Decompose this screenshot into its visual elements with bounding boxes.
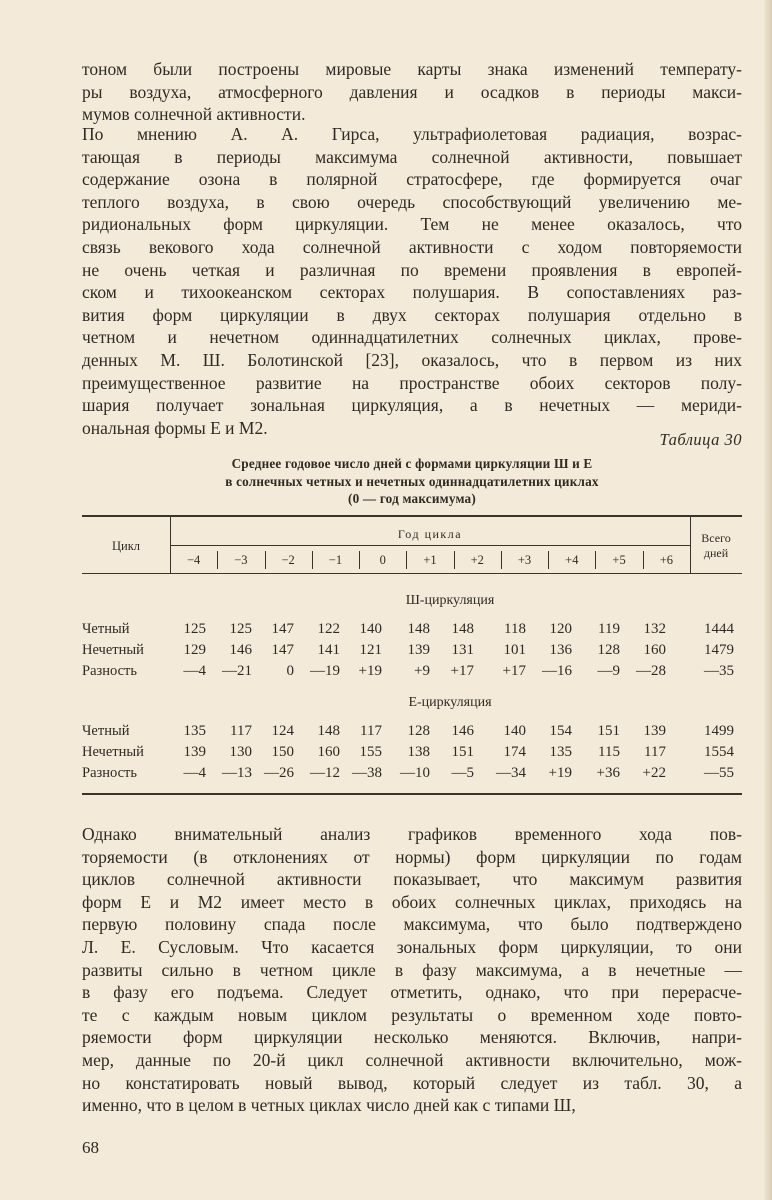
table-cell: 124 bbox=[271, 723, 294, 739]
table-cell: 125 bbox=[183, 621, 206, 637]
text-line: ридиональных форм циркуляции. Тем не менее оказалось, что bbox=[82, 214, 742, 235]
table-cell: 147 bbox=[271, 642, 294, 658]
text-line: тоном были построены мировые карты знака изменений температу- bbox=[82, 59, 742, 79]
table-cell: 147 bbox=[271, 621, 294, 637]
text-line: ском и тихоокеанском секторах полушария. В сопоставлениях раз- bbox=[82, 282, 742, 303]
table-cell: —26 bbox=[264, 765, 294, 781]
table-cell: —12 bbox=[310, 765, 340, 781]
year-subrule bbox=[170, 545, 690, 546]
year-divider bbox=[312, 551, 313, 569]
text-line: те с каждым новым циклом результаты о временном ходе повто- bbox=[82, 1004, 742, 1025]
table-cell: —10 bbox=[400, 765, 430, 781]
year-header: +1 bbox=[423, 553, 437, 567]
table-cell: 115 bbox=[598, 744, 620, 760]
header-total-line: дней bbox=[703, 546, 729, 560]
row-label: Нечетный bbox=[82, 744, 144, 760]
table-cell: —13 bbox=[222, 765, 252, 781]
table-cell: 101 bbox=[503, 642, 526, 658]
text-line: мер, данные по 20-й цикл солнечной активности включительно, мож- bbox=[82, 1049, 742, 1070]
header-year: Год цикла bbox=[397, 527, 463, 541]
table-cell: —55 bbox=[704, 765, 734, 781]
table-cell: +9 bbox=[414, 663, 430, 679]
text-line: четном и нечетном одиннадцатилетних солнечных циклах, прове- bbox=[82, 327, 742, 348]
table-cell: 135 bbox=[549, 744, 572, 760]
table-cell: 131 bbox=[451, 642, 474, 658]
table-cell: 139 bbox=[183, 744, 206, 760]
table-cell: 129 bbox=[183, 642, 206, 658]
text-line: тающая в периоды максимума солнечной активности, повышает bbox=[82, 146, 742, 167]
text-line: Однако внимательный анализ графиков временного хода пов- bbox=[82, 824, 742, 844]
year-header: +4 bbox=[565, 553, 579, 567]
text-line: связь векового хода солнечной активности с ходом повторяемости bbox=[82, 236, 742, 257]
text-line: именно, что в целом в четных циклах число дней как с типами Ш, bbox=[82, 1095, 576, 1116]
year-header: −3 bbox=[234, 553, 248, 567]
year-header: +6 bbox=[659, 553, 673, 567]
table-cell: 148 bbox=[407, 621, 430, 637]
text-line: преимущественное развитие на пространстве обоих секторов полу- bbox=[82, 372, 742, 393]
text-line: денных М. Ш. Болотинской [23], оказалось, что в первом из них bbox=[82, 349, 742, 370]
text-line: но констатировать новый вывод, который следует из табл. 30, а bbox=[82, 1072, 742, 1093]
text-line: вития форм циркуляции в двух секторах полушария отдельно в bbox=[82, 304, 742, 325]
table-cell: 140 bbox=[359, 621, 382, 637]
table-cell: 117 bbox=[230, 723, 252, 739]
table-cell: 155 bbox=[359, 744, 382, 760]
year-divider bbox=[501, 551, 502, 569]
table-cell: 141 bbox=[317, 642, 340, 658]
table-cell: —34 bbox=[496, 765, 526, 781]
table-cell: 138 bbox=[407, 744, 430, 760]
table-cell: 130 bbox=[229, 744, 252, 760]
table-cell: —19 bbox=[310, 663, 340, 679]
row-label: Четный bbox=[82, 621, 130, 637]
text-line: ряемости форм циркуляции несколько меняются. Включив, напри- bbox=[82, 1027, 742, 1048]
header-total bbox=[690, 531, 742, 561]
table-title bbox=[82, 455, 742, 508]
year-header: 0 bbox=[379, 553, 386, 567]
table-cell: +22 bbox=[642, 765, 666, 781]
paragraph-2 bbox=[82, 123, 742, 439]
table-cell: 117 bbox=[360, 723, 382, 739]
year-divider bbox=[217, 551, 218, 569]
table-cell: 120 bbox=[549, 621, 572, 637]
text-line: содержание озона в полярной стратосфере, где формируется очаг bbox=[82, 169, 742, 190]
table-cell: —5 bbox=[451, 765, 474, 781]
table-cell: 146 bbox=[451, 723, 474, 739]
year-header: +5 bbox=[612, 553, 626, 567]
row-label: Нечетный bbox=[82, 642, 144, 658]
table-cell: —28 bbox=[636, 663, 666, 679]
table-top-rule bbox=[82, 515, 742, 517]
table-cell: 160 bbox=[643, 642, 666, 658]
table-cell: 118 bbox=[504, 621, 526, 637]
table-number: Таблица 30 bbox=[659, 430, 742, 449]
table-cell: 1499 bbox=[704, 723, 734, 739]
table-cell: 154 bbox=[549, 723, 572, 739]
table-cell: 117 bbox=[644, 744, 666, 760]
year-divider bbox=[595, 551, 596, 569]
text-line: ональная формы Е и М2. bbox=[82, 417, 268, 438]
table-cell: 128 bbox=[407, 723, 430, 739]
header-cycle: Цикл bbox=[111, 539, 141, 553]
text-line: теплого воздуха, в свою очередь способствующий увеличению ме- bbox=[82, 191, 742, 212]
table-cell: 119 bbox=[598, 621, 620, 637]
table-cell: +17 bbox=[450, 663, 474, 679]
section-title: Ш-циркуляция bbox=[405, 593, 495, 608]
table-cell: 136 bbox=[549, 642, 572, 658]
table-cell: +17 bbox=[502, 663, 526, 679]
text-line: мумов солнечной активности. bbox=[82, 104, 306, 125]
text-line: торяемости (в отклонениях от нормы) форм циркуляции по годам bbox=[82, 846, 742, 867]
table-cell: 140 bbox=[503, 723, 526, 739]
table-cell: +19 bbox=[358, 663, 382, 679]
page-edge bbox=[764, 0, 772, 1200]
text-line: первую половину спада после максимума, что было подтверждено bbox=[82, 914, 742, 935]
year-divider bbox=[454, 551, 455, 569]
table-cell: —4 bbox=[183, 663, 206, 679]
table-cell: 135 bbox=[183, 723, 206, 739]
year-divider bbox=[265, 551, 266, 569]
section-title: Е-циркуляция bbox=[408, 695, 492, 710]
table-cell: 121 bbox=[359, 642, 382, 658]
year-header: +3 bbox=[517, 553, 532, 567]
year-divider bbox=[359, 551, 360, 569]
text-line: в фазу его подъема. Следует отметить, однако, что при перерасче- bbox=[82, 982, 742, 1003]
page-number: 68 bbox=[82, 1138, 99, 1157]
table-cell: +36 bbox=[596, 765, 620, 781]
table-cell: —38 bbox=[352, 765, 382, 781]
paragraph-3 bbox=[82, 823, 742, 1117]
row-label: Четный bbox=[82, 723, 130, 739]
table-cell: 0 bbox=[286, 663, 294, 679]
year-header: −1 bbox=[328, 553, 343, 567]
table-cell: 160 bbox=[317, 744, 340, 760]
table-cell: —21 bbox=[222, 663, 252, 679]
table-cell: —9 bbox=[597, 663, 620, 679]
year-divider bbox=[643, 551, 644, 569]
table-cell: 132 bbox=[643, 621, 666, 637]
text-line: ры воздуха, атмосферного давления и осадков в периоды макси- bbox=[82, 81, 742, 102]
text-line: циклов солнечной активности показывает, что максимум развития bbox=[82, 869, 742, 890]
text-line: По мнению А. А. Гирса, ультрафиолетовая радиация, возрас- bbox=[82, 124, 742, 144]
table-cell: 148 bbox=[451, 621, 474, 637]
table-bottom-rule bbox=[82, 793, 742, 795]
paragraph-1 bbox=[82, 58, 742, 126]
text-line: развиты сильно в четном цикле в фазу максимума, а в нечетные — bbox=[82, 959, 742, 980]
year-header: −4 bbox=[186, 553, 201, 567]
table-cell: —35 bbox=[704, 663, 734, 679]
table-cell: —4 bbox=[183, 765, 206, 781]
table-cell: —16 bbox=[542, 663, 572, 679]
year-header: −2 bbox=[281, 553, 295, 567]
table-title-line: в солнечных четных и нечетных одиннадцатилетних циклах bbox=[225, 473, 599, 489]
table-cell: 151 bbox=[451, 744, 474, 760]
table-cell: 139 bbox=[407, 642, 430, 658]
table-cell: 1479 bbox=[704, 642, 734, 658]
year-divider bbox=[406, 551, 407, 569]
table-cell: 1444 bbox=[704, 621, 734, 637]
table-cell: +19 bbox=[548, 765, 572, 781]
table-cell: 148 bbox=[317, 723, 340, 739]
table-header-rule bbox=[82, 573, 742, 574]
table-cell: 122 bbox=[317, 621, 340, 637]
table-cell: 150 bbox=[271, 744, 294, 760]
row-label: Разность bbox=[82, 663, 137, 679]
table-cell: 151 bbox=[597, 723, 620, 739]
data-table bbox=[82, 515, 742, 795]
year-divider bbox=[548, 551, 549, 569]
row-label: Разность bbox=[82, 765, 137, 781]
table-cell: 139 bbox=[643, 723, 666, 739]
text-line: шария получает зональная циркуляция, а в нечетных — мериди- bbox=[82, 395, 742, 416]
text-line: Л. Е. Сусловым. Что касается зональных форм циркуляции, то они bbox=[82, 936, 742, 957]
table-cell: 174 bbox=[503, 744, 526, 760]
table-title-line: (0 — год максимума) bbox=[348, 491, 476, 506]
table-cell: 1554 bbox=[704, 744, 734, 760]
text-line: форм Е и М2 имеет место в обоих солнечных циклах, приходясь на bbox=[82, 891, 742, 912]
table-cell: 146 bbox=[229, 642, 252, 658]
table-title-line: Среднее годовое число дней с формами циркуляции Ш и Е bbox=[231, 456, 593, 471]
year-header: +2 bbox=[470, 553, 484, 567]
table-cell: 125 bbox=[229, 621, 252, 637]
header-total-line: Всего bbox=[701, 531, 731, 545]
table-cell: 128 bbox=[597, 642, 620, 658]
text-line: не очень четкая и различная по времени проявления в европей- bbox=[82, 259, 742, 280]
